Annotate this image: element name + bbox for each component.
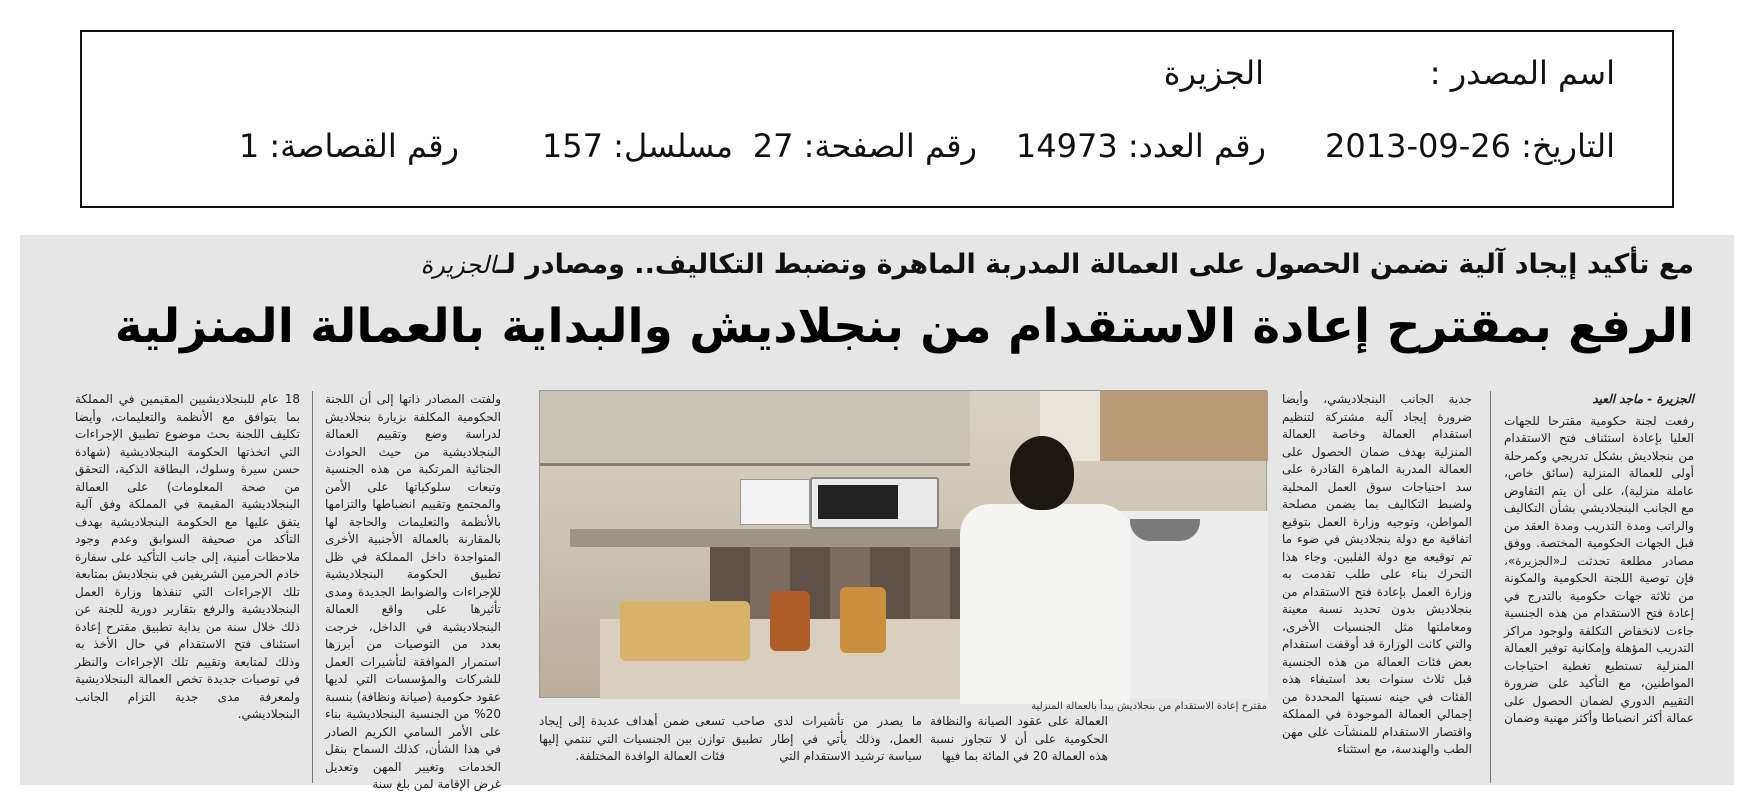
column-text: جدية الجانب البنجلاديشي، وأيضا ضرورة إيجاد آلية مشتركة لتنظيم استقدام العمالة وخاصة العمالة المنزلية بهدف ضمان الحصول على العمالة المدربة الماهرة القادرة على سد احتياجات سوق العمل المحلية ولضبط التكاليف بما يضمن مصلحة المواطن، وتوجيه وزارة العمل بتوقيع اتفاقية مع دولة بنجلاديش في ضوء ما تم توقيعه مع دولة الفلبين. وجاء هذا التحرك بناء على طلب تقدمت به وزارة العمل بإعادة فتح الاستقدام من بنجلاديش بدون تحديد نسبة معينة ومعاملتها مثل الجنسيات الأخرى، والتي كانت الوزارة قد أوقفت استقدام بعض فئات العمالة من هذه الجنسية قبل ثلاث سنوات بعد استيفاء هذه الفئات في حينه نسبتها المحددة من إجمالي العمالة الموجودة في المملكة واقتصار الاستقدام للمنشآت على مهن الطب والهندسة، مع استثناء — [1282, 392, 1472, 756]
article-kicker — [421, 249, 1694, 280]
newspaper-clipping — [20, 235, 1734, 791]
article-photo — [539, 390, 1267, 698]
page-number: رقم الصفحة: 27 — [752, 127, 977, 165]
article-column-5: تسعى ضمن أهداف عديدة إلى إيجاد توازن بين الجنسيات التي تنتمي إليها فئات العمالة الوافدة المختلفة. — [539, 714, 725, 763]
source-label: اسم المصدر : — [1429, 54, 1615, 92]
article-column-1 — [1504, 391, 1694, 783]
article-headline: الرفع بمقترح إعادة الاستقدام من بنجلاديش والبداية بالعمالة المنزلية — [114, 299, 1694, 354]
serial-number: مسلسل: 157 — [541, 127, 733, 165]
article-column-6: ولفتت المصادر ذاتها إلى أن اللجنة الحكومية المكلفة بزيارة بنجلاديش لدراسة وضع وتقييم العمالة البنجلاديشية من حيث الحوادث الجنائية المرتكبة من هذه الجنسية وتبعات سلوكياتها على الأمن والمجتمع وتقييم انضباطها والتزامها بالأنظمة والتعليمات والحاجة لها بالمقارنة بالعمالة الأجنبية الأخرى المتواجدة داخل المملكة في ظل تطبيق الحكومة البنجلاديشية للإجراءات والضوابط الجديدة ومدى تأثيرها على واقع العمالة البنجلاديشية في الداخل، خرجت بعدد من التوصيات من أبرزها استمرار الموافقة لتأشيرات العمل للشركات والمؤسسات التي لديها عقود حكومية (صيانة ونظافة) بنسبة 20% من الجنسية البنجلاديشية بناء على الأمر السامي الكريم الصادر في هذا الشأن، كذلك السماح بنقل الخدمات وتغيير المهن وتعديل غرض الإقامة لمن بلغ سنة — [325, 392, 501, 791]
article-column-2 — [1282, 391, 1472, 783]
issue-number: رقم العدد: 14973 — [1015, 127, 1266, 165]
article-column-7: 18 عام للبنجلاديشيين المقيمين في المملكة بما يتوافق مع الأنظمة والتعليمات، وأيضا تكليف اللجنة بحث موضوع تطبيق الإجراءات التي اتخذتها الحكومة البنجلاديشية (شهادة حسن سيرة وسلوك، البطاقة الذكية، التحقق من صحة المعلومات) على العمالة البنجلاديشية المقيمة في المملكة وفق آلية يتفق عليها مع الحكومة البنجلاديشية بهدف التأكد من صحيفة السوابق وعدم وجود ملاحظات أمنية، إلى جانب التأكيد على سفارة خادم الحرمين الشريفين في بنجلاديش بمتابعة تلك الإجراءات التي تنفذها وزارة العمل البنجلاديشية والرفع بتقارير دورية للجنة عن ذلك خلال سنة من بداية تطبيق مقترح إعادة استئناف فتح الاستقدام في حال الأخذ به وذلك لمتابعة وتقييم تلك الإجراءات والنظر في توصيات جديدة تخص العمالة البنجلاديشية ولمعرفة مدى جدية التزام الجانب البنجلاديشي. — [75, 392, 300, 721]
source-value: الجزيرة — [1163, 54, 1264, 92]
byline: الجزيرة - ماجد العيد — [1592, 392, 1694, 406]
metadata-box — [80, 30, 1674, 208]
kicker-text: مع تأكيد إيجاد آلية تضمن الحصول على العمالة المدربة الماهرة وتضبط التكاليف.. ومصادر لـ — [496, 249, 1694, 280]
column-divider — [312, 391, 313, 783]
column-divider — [1490, 391, 1491, 783]
article-column-4: ما يصدر من تأشيرات لدى صاحب العمل، وذلك يأتي في إطار تطبيق سياسة ترشيد الاستقدام التي — [732, 714, 922, 763]
newspaper-logo: الجزيرة — [420, 251, 497, 279]
article-column-3: العمالة على عقود الصيانة والنظافة الحكومية على أن لا تتجاوز نسبة هذه العمالة 20 في المائة بما فيها — [930, 714, 1108, 763]
column-text: رفعت لجنة حكومية مقترحا للجهات العليا بإعادة استئناف فتح الاستقدام من بنجلاديش بشكل تدريجي وكمرحلة أولى للعمالة المنزلية (سائق خاص، عاملة منزلية)، على أن يتم التفاوض مع الجانب البنجلاديشي بشأن التكاليف والراتب ومدة التدريب ومدة العقد من قبل الجهات الحكومية المختصة. ووفق مصادر مطلعة تحدثت لـ«الجزيرة»، فإن توصية اللجنة الحكومية والمكونة من ثلاثة جهات حكومية بالتدرج في إعادة فتح الاستقدام من هذه الجنسية جاءت لانخفاض التكلفة ولوجود مراكز التدريب المؤهلة وإمكانية توفير العمالة المنزلية تستطيع تغطية احتياجات المواطنين، مع التأكيد على ضرورة التقييم الدوري لضمان الحصول على عمالة أكثر انضباطا وأكثر مهنية وضمان — [1504, 413, 1694, 725]
clip-number: رقم القصاصة: 1 — [238, 127, 459, 165]
photo-caption: مقترح إعادة الاستقدام من بنجلاديش يبدأ بالعمالة المنزلية — [1031, 701, 1267, 712]
date-field: التاريخ: 26-09-2013 — [1325, 127, 1615, 165]
